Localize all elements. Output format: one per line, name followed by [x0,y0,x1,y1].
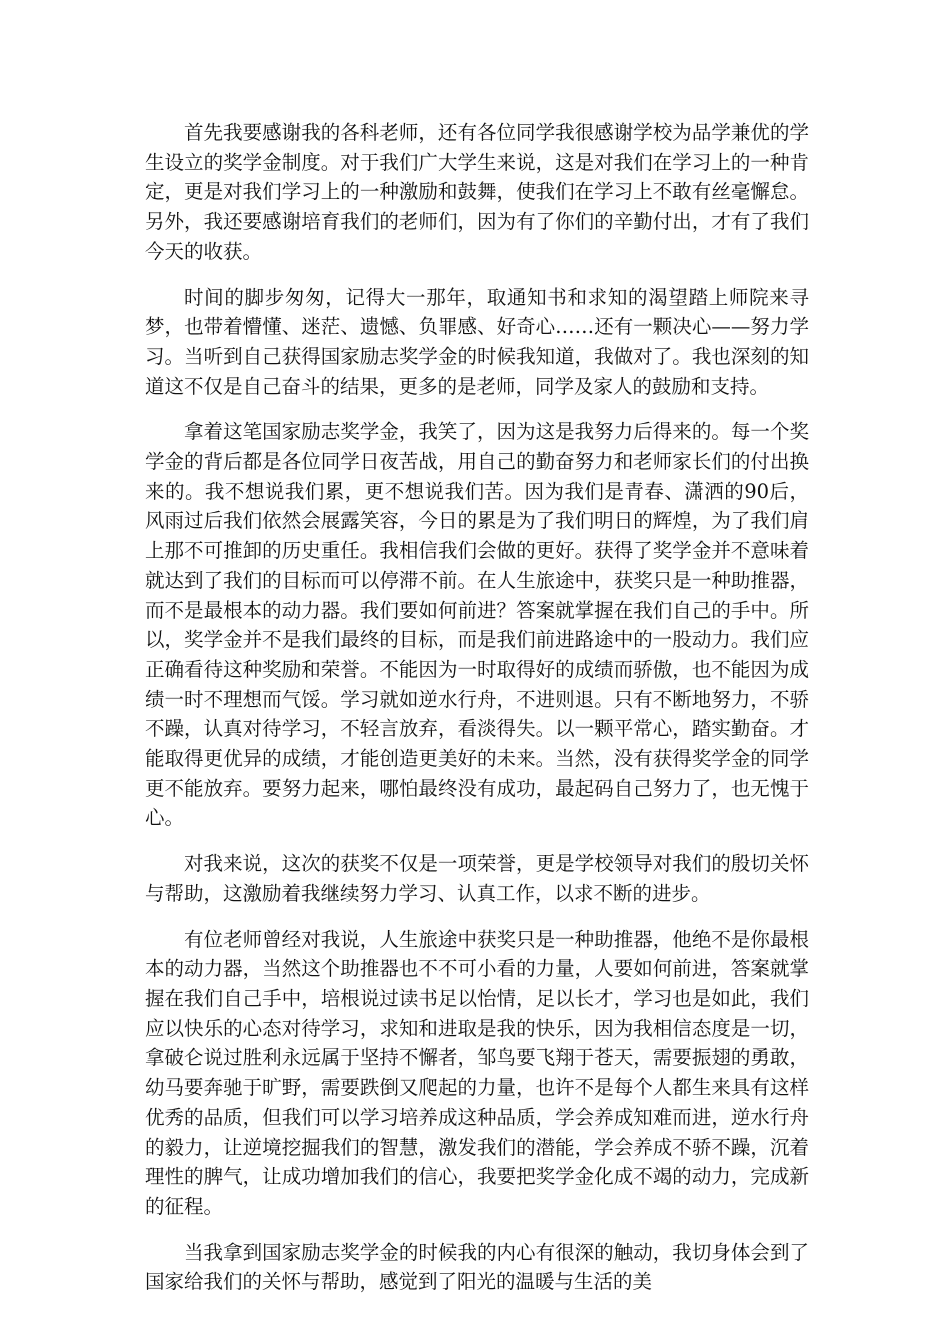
paragraph-6: 当我拿到国家励志奖学金的时候我的内心有很深的触动，我切身体会到了国家给我们的关怀与帮助，感觉到了阳光的温暖与生活的美 [145,1240,809,1294]
document-body [145,118,809,1313]
paragraph-2: 时间的脚步匆匆，记得大一那年，取通知书和求知的渴望踏上师院来寻梦，也带着懵懂、迷茫、遗憾、负罪感、好奇心……还有一颗决心——努力学习。当听到自己获得国家励志奖学金的时候我知道，我做对了。我也深刻的知道这不仅是自己奋斗的结果，更多的是老师，同学及家人的鼓励和支持。 [145,285,809,398]
paragraph-3: 拿着这笔国家励志奖学金，我笑了，因为这是我努力后得来的。每一个奖学金的背后都是各位同学日夜苦战，用自己的勤奋努力和老师家长们的付出换来的。我不想说我们累，更不想说我们苦。因为我们是青春、潇洒的90后，风雨过后我们依然会展露笑容，今日的累是为了我们明日的辉煌，为了我们肩上那不可推卸的历史重任。我相信我们会做的更好。获得了奖学金并不意味着就达到了我们的目标而可以停滞不前。在人生旅途中，获奖只是一种助推器，而不是最根本的动力器。我们要如何前进？答案就掌握在我们自己的手中。所以，奖学金并不是我们最终的目标，而是我们前进路途中的一股动力。我们应正确看待这种奖励和荣誉。不能因为一时取得好的成绩而骄傲，也不能因为成绩一时不理想而气馁。学习就如逆水行舟，不进则退。只有不断地努力，不骄不躁，认真对待学习，不轻言放弃，看淡得失。以一颗平常心，踏实勤奋。才能取得更优异的成绩，才能创造更美好的未来。当然，没有获得奖学金的同学更不能放弃。要努力起来，哪怕最终没有成功，最起码自己努力了，也无愧于心。 [145,420,809,830]
paragraph-5: 有位老师曾经对我说，人生旅途中获奖只是一种助推器，他绝不是你最根本的动力器，当然这个助推器也不不可小看的力量，人要如何前进，答案就掌握在我们自己手中，培根说过读书足以怡情，足以长才，学习也是如此，我们应以快乐的心态对待学习，求知和进取是我的快乐，因为我相信态度是一切，拿破仑说过胜利永远属于坚持不懈者，邹鸟要飞翔于苍天，需要振翅的勇敢，幼马要奔驰于旷野，需要跌倒又爬起的力量，也许不是每个人都生来具有这样优秀的品质，但我们可以学习培养成这种品质，学会养成知难而进，逆水行舟的毅力，让逆境挖掘我们的智慧，激发我们的潜能，学会养成不骄不躁，沉着理性的脾气，让成功增加我们的信心，我要把奖学金化成不竭的动力，完成新的征程。 [145,927,809,1218]
paragraph-4: 对我来说，这次的获奖不仅是一项荣誉，更是学校领导对我们的殷切关怀与帮助，这激励着我继续努力学习、认真工作，以求不断的进步。 [145,852,809,905]
paragraph-1: 首先我要感谢我的各科老师，还有各位同学我很感谢学校为品学兼优的学生设立的奖学金制度。对于我们广大学生来说，这是对我们在学习上的一种肯定，更是对我们学习上的一种激励和鼓舞，使我们在学习上不敢有丝毫懈怠。另外，我还要感谢培育我们的老师们，因为有了你们的辛勤付出，才有了我们今天的收获。 [145,121,809,263]
